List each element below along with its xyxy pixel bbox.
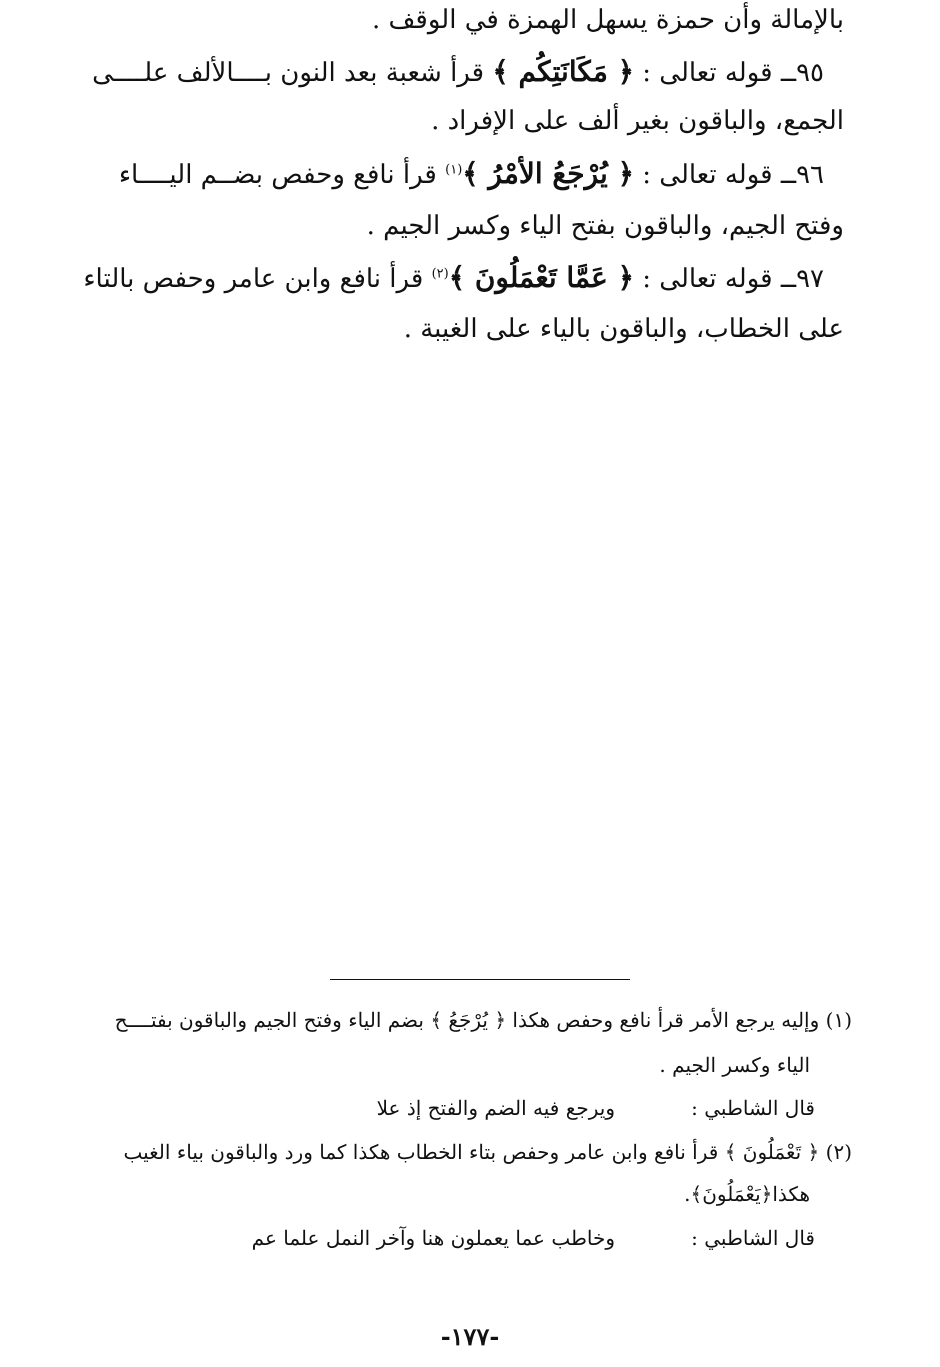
footnote-2-line1: (٢) ﴿ تَعْمَلُونَ ﴾ قرأ نافع وابن عامر وحفص بتاء الخطاب هكذا كما ورد والباقون بياء الغيب <box>123 1140 852 1164</box>
entry-97-line2: على الخطاب، والباقون بالياء على الغيبة . <box>403 314 844 344</box>
entry-intro: قوله تعالى : <box>642 58 773 88</box>
footnote-1-verse <box>110 1098 815 1118</box>
verse-label: قال الشاطبي : <box>691 1226 815 1250</box>
entry-intro: قوله تعالى : <box>642 264 773 294</box>
verse-label: قال الشاطبي : <box>691 1096 815 1120</box>
footnote-ref: (٢) <box>431 266 449 282</box>
entry-number: ٩٧ــ <box>780 264 824 294</box>
quran-word: ﴿ عَمَّا تَعْمَلُونَ ﴾ <box>448 261 634 294</box>
footnote-divider <box>330 979 630 980</box>
entry-95-line2: الجمع، والباقون بغير ألف على الإفراد . <box>431 106 844 136</box>
footnote-ref: (١) <box>445 162 463 178</box>
verse-text: ويرجع فيه الضم والفتح إذ علا <box>376 1096 615 1120</box>
entry-text: قرأ شعبة بعد النون بــــالألف علــــى <box>92 58 485 88</box>
footnote-2-line2: هكذا﴿يَعْمَلُونَ﴾. <box>684 1182 810 1206</box>
entry-text: قرأ نافع وابن عامر وحفص بالتاء <box>83 264 424 294</box>
entry-95-line1 <box>92 55 824 88</box>
entry-97-line1 <box>83 261 824 294</box>
paragraph-line: بالإمالة وأن حمزة يسهل الهمزة في الوقف . <box>371 5 844 35</box>
page-number: -١٧٧- <box>440 1322 500 1351</box>
footnote-1-line2: الياء وكسر الجيم . <box>659 1053 810 1077</box>
entry-number: ٩٦ــ <box>780 160 824 190</box>
quran-word: ﴿ يُرْجَعُ الأمْرُ ﴾ <box>462 157 634 190</box>
footnote-2-verse <box>110 1228 815 1248</box>
entry-text: قرأ نافع وحفص بضــم اليــــاء <box>118 160 437 190</box>
verse-text: وخاطب عما يعملون هنا وآخر النمل علما عم <box>251 1226 615 1250</box>
entry-intro: قوله تعالى : <box>642 160 773 190</box>
entry-number: ٩٥ــ <box>780 58 824 88</box>
entry-96-line2: وفتح الجيم، والباقون بفتح الياء وكسر الجيم . <box>366 211 844 241</box>
entry-96-line1 <box>118 157 824 190</box>
quran-word: ﴿ مَكَانَتِكُم ﴾ <box>492 55 634 88</box>
footnote-1-line1: (١) وإليه يرجع الأمر قرأ نافع وحفص هكذا ﴿ يُرْجَعُ ﴾ بضم الياء وفتح الجيم والباقون بفتــــح <box>114 1008 852 1032</box>
